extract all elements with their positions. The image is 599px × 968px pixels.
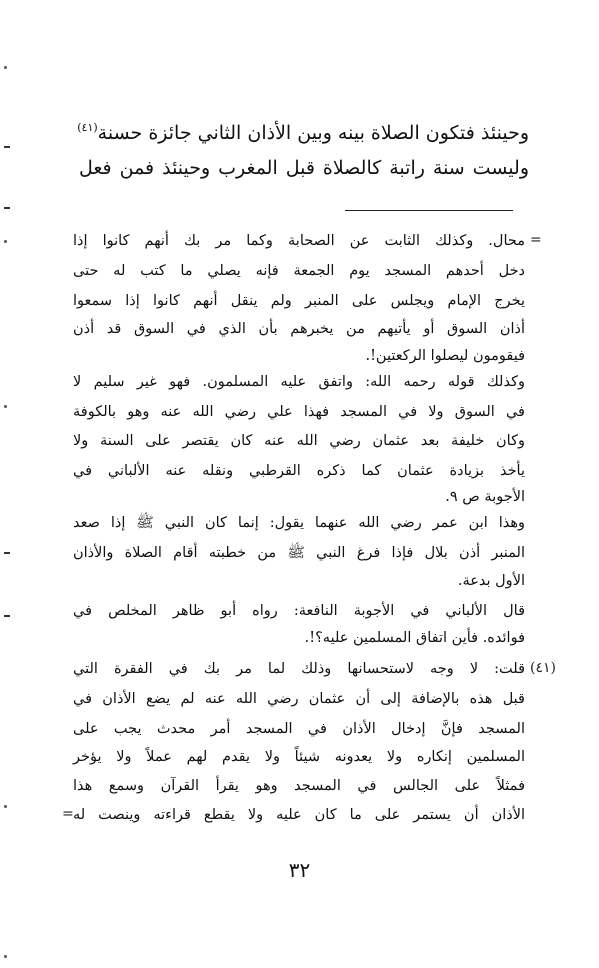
footnote-line: قال الألباني في الأجوبة النافعة: رواه أبو ظاهر المخلص في — [73, 603, 525, 619]
footnote-line: وكان خليفة بعد عثمان رضي الله عنه كان يقتصر على السنة ولا — [73, 433, 525, 449]
main-text-line-2: وليست سنة راتبة كالصلاة قبل المغرب وحينئذ فمن فعل — [79, 157, 529, 179]
footnote-line: أذان السوق أو يأتيهم من يخبرهم بأن الذي في السوق قد أذن — [73, 321, 525, 337]
footnote-number: (٤١) — [530, 660, 556, 676]
footnote-41-line: فمثلاً على الجالس في المسجد وهو يقرأ القرآن وسمع هذا — [73, 778, 525, 794]
continuation-marker: = — [530, 232, 542, 248]
footnote-line: فيقومون ليصلوا الركعتين!. — [365, 348, 525, 364]
edge-mark — [4, 146, 10, 148]
footnote-41-line: المسجد فإنَّ إدخال الأذان في المسجد أمر محدث يجب على — [73, 721, 525, 737]
footnote-line: المنبر أذن بلال فإذا فرغ النبي ﷺ من خطبته أقام الصلاة والأذان — [73, 545, 525, 561]
edge-mark — [4, 955, 7, 958]
footnote-separator — [345, 210, 513, 211]
continuation-marker: = — [62, 806, 74, 822]
footnote-41-line: قلت: لا وجه لاستحسانها وذلك لما مر بك في الفقرة التي — [73, 661, 525, 677]
footnote-line: يخرج الإمام ويجلس على المنبر ولم ينقل أنهم كانوا إذا سمعوا — [73, 293, 525, 309]
footnote-41-line: الأذان أن يستمر على ما كان عليه ولا يقطع قراءته وينصت له — [73, 807, 525, 823]
edge-mark — [4, 405, 7, 408]
footnote-line: فوائده. فأين اتفاق المسلمين عليه؟!. — [304, 630, 525, 646]
footnote-line: الأجوبة ص ٩. — [445, 489, 525, 505]
footnote-line: في السوق ولا في المسجد فهذا علي رضي الله عنه وهو بالكوفة — [73, 404, 525, 420]
footnote-line: محال. وكذلك الثابت عن الصحابة وكما مر بك أنهم كانوا إذا — [73, 233, 525, 249]
edge-mark — [4, 805, 7, 808]
footnote-line: وهذا ابن عمر رضي الله عنهما يقول: إنما كان النبي ﷺ إذا صعد — [73, 515, 525, 531]
footnote-41-line: قبل هذه بالإضافة إلى أن عثمان رضي الله عنه لم يضع الأذان في — [73, 691, 525, 707]
edge-mark — [4, 552, 10, 554]
footnote-line: يأخذ بزيادة عثمان كما ذكره القرطبي ونقله عنه الألباني في — [73, 463, 525, 479]
edge-mark — [4, 240, 7, 243]
edge-mark — [4, 615, 10, 617]
footnote-reference: (٤١) — [77, 121, 98, 134]
footnote-line: دخل أحدهم المسجد يوم الجمعة فإنه يصلي ما كتب له حتى — [73, 263, 525, 279]
main-text-line-1-text: وحينئذ فتكون الصلاة بينه وبين الأذان الثاني جائزة حسنة — [97, 122, 529, 144]
footnote-41-line: المسلمين إنكاره ولا يعدونه شيئاً ولا يقدم لهم عملاً ولا يؤخر — [73, 749, 525, 765]
edge-mark — [4, 207, 10, 209]
footnote-line: الأول بدعة. — [457, 573, 525, 589]
footnote-line: وكذلك قوله رحمه الله: واتفق عليه المسلمون. فهو غير سليم لا — [73, 374, 525, 390]
page-number: ٣٢ — [288, 858, 311, 882]
edge-mark — [4, 66, 7, 69]
main-text-line-1 — [79, 113, 529, 148]
